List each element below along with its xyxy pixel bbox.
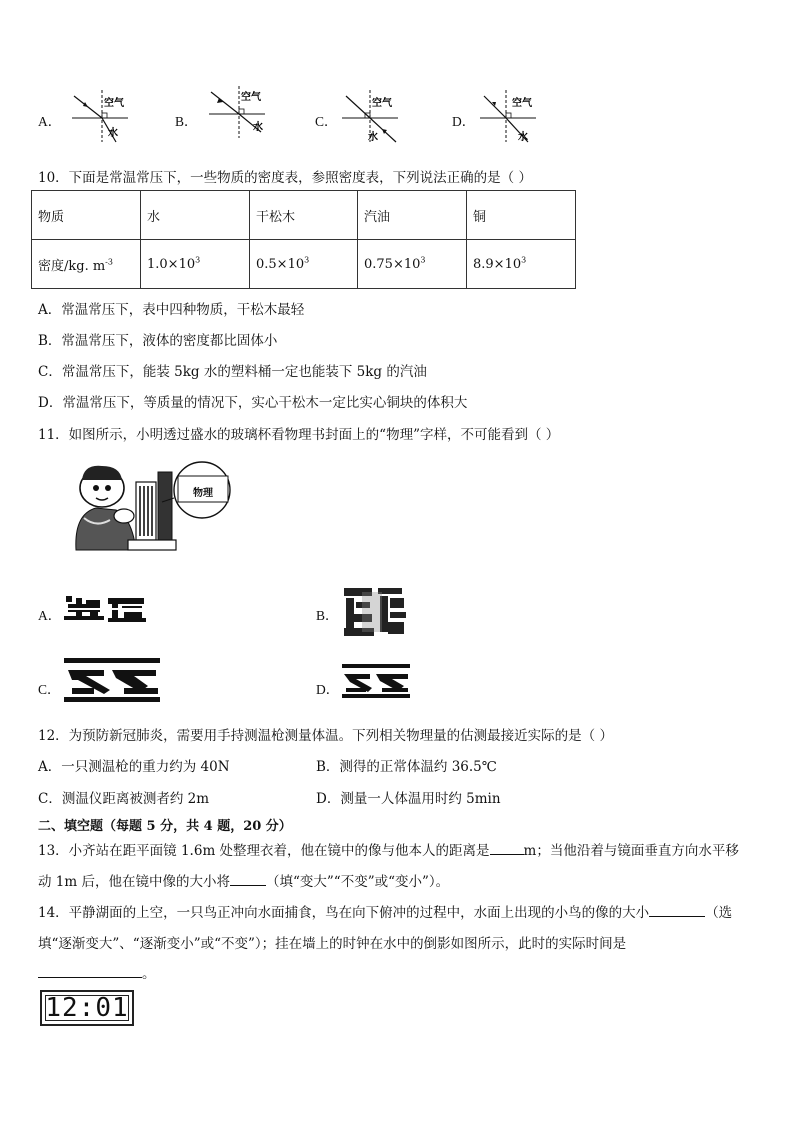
q13-blank-1 bbox=[490, 842, 524, 855]
q11-option-a-label: A． bbox=[38, 608, 62, 623]
q12-option-a: A．一只测温枪的重力约为 40N bbox=[38, 759, 230, 775]
q13-text: （填“变大”“不变”或“变小”）。 bbox=[265, 874, 450, 890]
q13-line2 bbox=[38, 870, 449, 890]
density-table bbox=[31, 190, 576, 289]
q9-option-a-diagram bbox=[64, 88, 132, 144]
q9-option-b-label: B． bbox=[175, 114, 198, 129]
clock-display: 12:01 bbox=[45, 993, 129, 1023]
q13-text: m；当他沿着与镜面垂直方向水平移 bbox=[523, 843, 739, 859]
q13-text: 13．小齐站在距平面镜 1.6m 处整理衣着，他在镜中的像与他本人的距离是 bbox=[38, 843, 490, 859]
table-cell: 水 bbox=[141, 191, 250, 240]
q13-blank-2 bbox=[230, 873, 266, 886]
q13-text: 动 1m 后，他在镜中像的大小将 bbox=[38, 874, 230, 890]
q11-option-d-image bbox=[342, 664, 410, 698]
table-cell: 铜 bbox=[467, 191, 576, 240]
q9-a-air-text: 空气 bbox=[104, 98, 124, 109]
q9-c-water-text: 水 bbox=[368, 132, 378, 143]
table-row bbox=[32, 191, 576, 240]
q12-stem: 12．为预防新冠肺炎，需要用手持测温枪测量体温。下列相关物理量的估测最接近实际的是（ ） bbox=[38, 728, 613, 744]
density-exp: 3 bbox=[521, 255, 527, 265]
q14-text: 14．平静湖面的上空，一只鸟正冲向水面捕食，鸟在向下俯冲的过程中，水面上出现的小鸟的像的大小 bbox=[38, 905, 650, 921]
q10-option-b: B．常温常压下，液体的密度都比固体小 bbox=[38, 333, 278, 349]
q9-b-air-text: 空气 bbox=[241, 92, 261, 103]
q14-line3 bbox=[38, 962, 156, 982]
table-cell bbox=[467, 240, 576, 289]
q9-option-d-diagram bbox=[476, 88, 544, 144]
density-value: 1.0×10 bbox=[147, 256, 196, 272]
density-label-exp: -3 bbox=[105, 257, 113, 267]
table-cell: 汽油 bbox=[358, 191, 467, 240]
q14-text: （选 bbox=[705, 905, 733, 921]
q11-figure-text: 物理 bbox=[193, 488, 213, 499]
q9-option-c-diagram bbox=[338, 88, 406, 144]
q9-option-a-label: A． bbox=[38, 114, 62, 129]
table-cell: 干松木 bbox=[250, 191, 358, 240]
q11-option-a-image bbox=[64, 594, 148, 624]
q10-option-d: D．常温常压下，等质量的情况下，实心干松木一定比实心铜块的体积大 bbox=[38, 395, 468, 411]
density-value: 8.9×10 bbox=[473, 256, 522, 272]
q11-option-d-label: D． bbox=[316, 682, 340, 697]
density-value: 0.75×10 bbox=[364, 256, 421, 272]
q11-figure bbox=[66, 458, 238, 552]
q13-line1 bbox=[38, 839, 739, 859]
q9-option-b-diagram bbox=[203, 84, 271, 140]
q11-option-b-label: B． bbox=[316, 608, 339, 623]
density-exp: 3 bbox=[420, 255, 426, 265]
density-exp: 3 bbox=[195, 255, 201, 265]
q11-stem: 11．如图所示，小明透过盛水的玻璃杯看物理书封面上的“物理”字样，不可能看到（ ） bbox=[38, 427, 560, 443]
table-cell bbox=[358, 240, 467, 289]
q9-c-air-text: 空气 bbox=[372, 98, 392, 109]
q10-option-a: A．常温常压下，表中四种物质，干松木最轻 bbox=[38, 302, 305, 318]
table-cell bbox=[250, 240, 358, 289]
q14-line2: 填“逐渐变大”、“逐渐变小”或“不变”）；挂在墙上的时钟在水中的倒影如图所示，此时的实际时间是 bbox=[38, 936, 627, 952]
table-header-cell bbox=[32, 240, 141, 289]
q14-text: 。 bbox=[142, 966, 156, 982]
q9-d-water-text: 水 bbox=[518, 132, 528, 143]
q11-option-b-image bbox=[342, 584, 408, 640]
q12-option-d: D．测量一人体温用时约 5min bbox=[316, 791, 501, 807]
q14-line1 bbox=[38, 901, 732, 921]
density-value: 0.5×10 bbox=[256, 256, 305, 272]
density-exp: 3 bbox=[304, 255, 310, 265]
q11-option-c-label: C． bbox=[38, 682, 61, 697]
q9-option-c-label: C． bbox=[315, 114, 338, 129]
q9-d-air-text: 空气 bbox=[512, 98, 532, 109]
q11-option-c-image bbox=[64, 658, 160, 702]
q14-blank-1 bbox=[649, 904, 705, 917]
table-header-cell: 物质 bbox=[32, 191, 141, 240]
q10-stem: 10．下面是常温常压下，一些物质的密度表，参照密度表，下列说法正确的是（ ） bbox=[38, 170, 532, 186]
q14-blank-2 bbox=[38, 965, 142, 978]
q9-b-water-text: 水 bbox=[253, 122, 263, 133]
q12-option-c: C．测温仪距离被测者约 2m bbox=[38, 791, 210, 807]
q9-option-d-label: D． bbox=[452, 114, 476, 129]
table-cell bbox=[141, 240, 250, 289]
q9-a-water-text: 水 bbox=[108, 128, 118, 139]
q12-option-b: B．测得的正常体温约 36.5℃ bbox=[316, 759, 497, 775]
q10-option-c: C．常温常压下，能装 5kg 水的塑料桶一定也能装下 5kg 的汽油 bbox=[38, 364, 427, 380]
clock-reflection bbox=[40, 990, 134, 1026]
table-row bbox=[32, 240, 576, 289]
density-label: 密度/kg. m bbox=[38, 258, 106, 274]
section-heading: 二、填空题（每题 5 分，共 4 题，20 分） bbox=[38, 819, 292, 834]
